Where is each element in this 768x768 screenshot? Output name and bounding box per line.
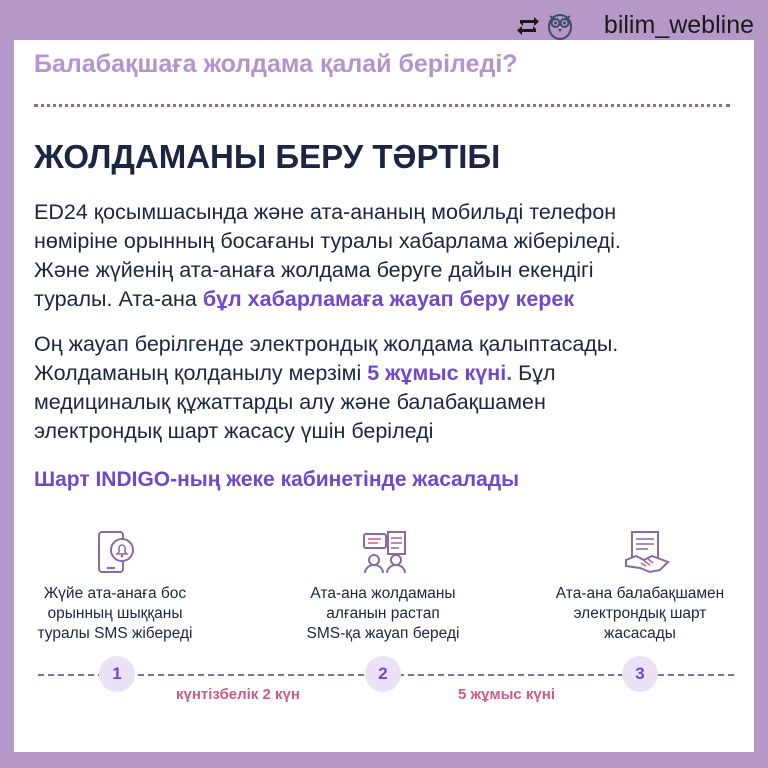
step-2-text — [268, 584, 498, 644]
highlight-validity: 5 жұмыс күні. — [367, 361, 513, 385]
step-2-marker: 2 — [365, 656, 401, 692]
owl-icon — [546, 10, 574, 40]
info-card — [14, 40, 754, 752]
step-line: SMS-қа жауап береді — [306, 625, 460, 642]
handshake-contract-icon — [624, 530, 670, 574]
step-line: алғанын растап — [326, 605, 440, 622]
paragraph-line: Және жүйенің ата-анаға жолдама беруге дайын екендігі — [34, 258, 594, 282]
step-1-text — [0, 584, 230, 644]
dotted-divider — [34, 104, 730, 107]
paragraph-line: Оң жауап берілгенде электрондық жолдама қалыптасады. — [34, 332, 619, 356]
duration-label: 5 жұмыс күні — [458, 686, 555, 703]
step-3-marker: 3 — [622, 656, 658, 692]
step-line: Ата-ана жолдаманы — [310, 585, 456, 602]
step-1-marker: 1 — [99, 656, 135, 692]
step-line: Жүйе ата-анаға бос — [43, 585, 187, 602]
phone-bell-icon — [96, 530, 136, 574]
duration-label: күнтізбелік 2 күн — [176, 686, 300, 703]
step-line: Ата-ана балабақшамен — [555, 585, 725, 602]
paragraph-line: электрондық шарт жасасу үшін беріледі — [34, 419, 434, 443]
paragraph-line: Жолдаманың қолданылу мерзімі — [34, 361, 368, 385]
highlight-reply: бұл хабарламаға жауап беру керек — [202, 287, 575, 311]
step-line: орынның шыққаны — [47, 605, 183, 622]
username[interactable]: bilim_webline — [603, 11, 754, 39]
step-3-text — [525, 584, 755, 644]
card-subtitle: Балабақшаға жолдама қалай беріледі? — [34, 50, 518, 78]
indigo-note: Шарт INDIGO-ның жеке кабинетінде жасалады — [34, 468, 520, 491]
paragraph-line: нөміріне орынның босағаны туралы хабарлама жіберіледі. — [34, 229, 621, 253]
paragraph-line: туралы. Ата-ана — [34, 287, 203, 311]
step-line: электрондық шарт — [573, 605, 707, 622]
chat-document-icon — [362, 530, 408, 574]
step-line: жасасады — [604, 625, 676, 642]
card-heading: ЖОЛДАМАНЫ БЕРУ ТӘРТІБІ — [34, 138, 501, 175]
paragraph-line: ED24 қосымшасында және ата-ананың мобильді телефон — [34, 200, 617, 224]
repost-icon — [514, 12, 542, 40]
step-line: туралы SMS жібереді — [37, 625, 193, 642]
paragraph-referral — [34, 330, 739, 446]
paragraph-notification — [34, 198, 739, 314]
paragraph-line: медициналық құжаттарды алу және балабақшамен — [34, 390, 546, 414]
paragraph-line: Бұл — [512, 361, 556, 385]
